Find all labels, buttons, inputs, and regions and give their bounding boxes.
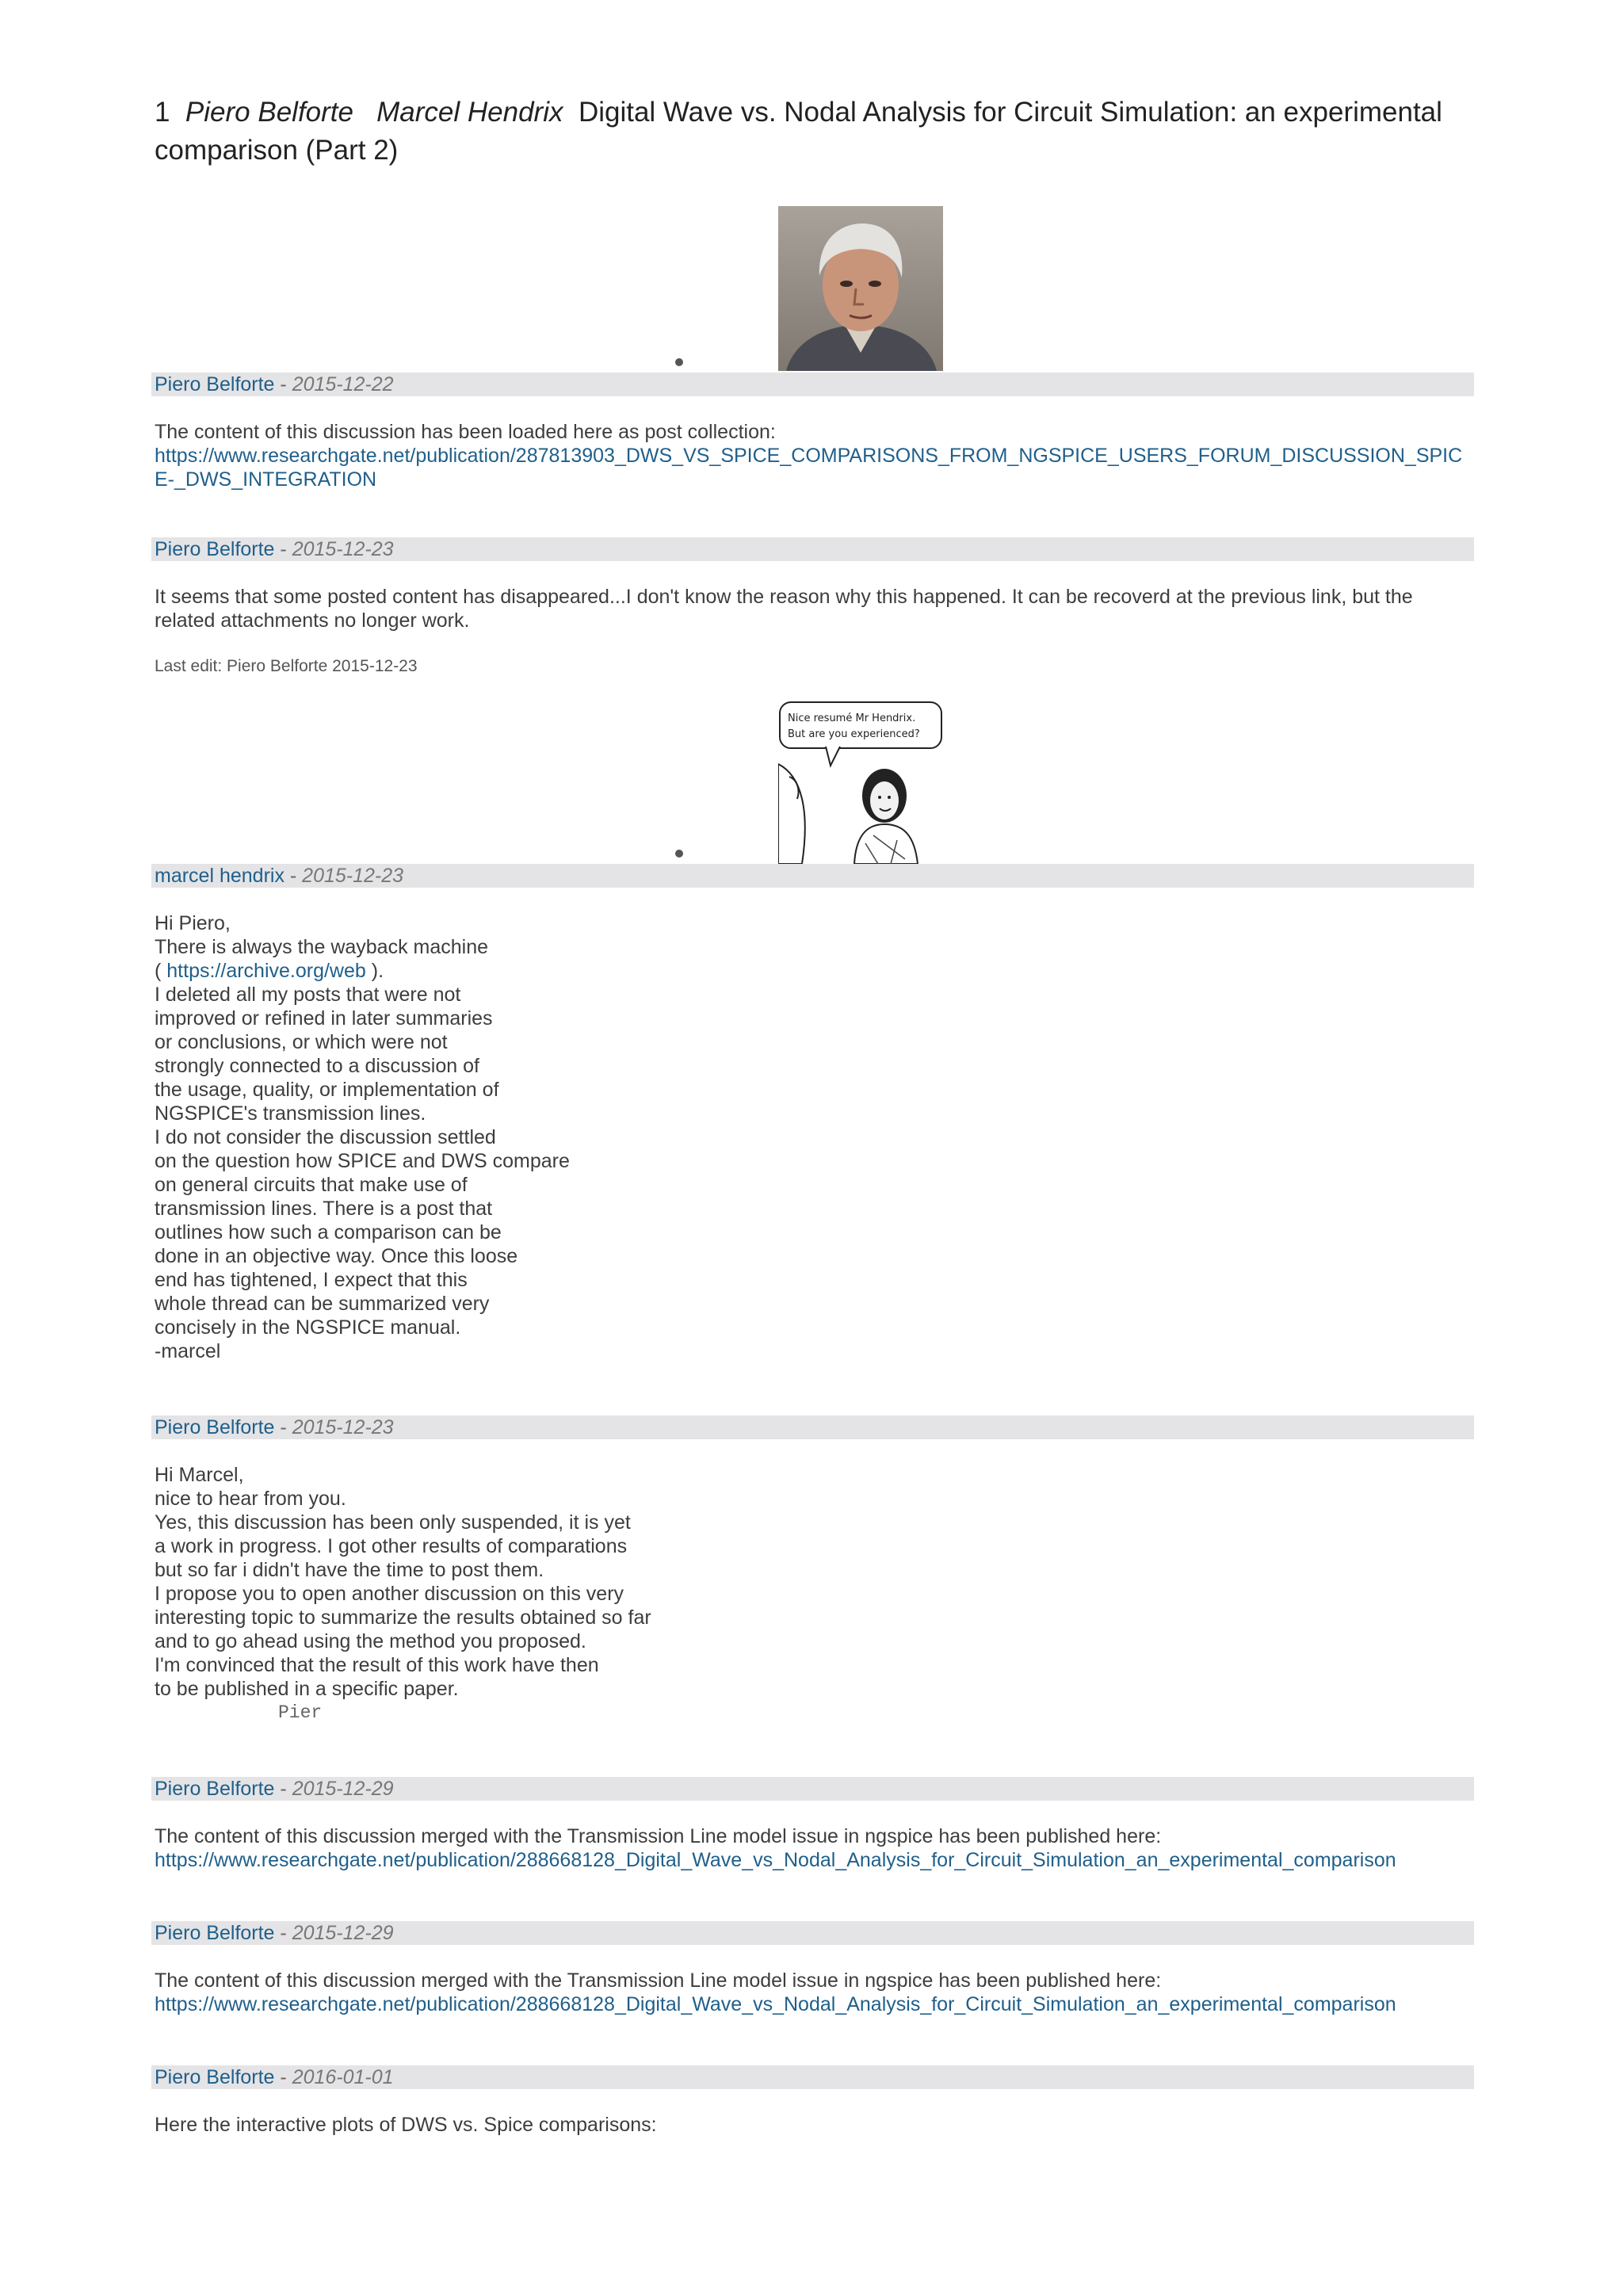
post-line: Yes, this discussion has been only suspended, it is yet	[155, 1511, 631, 1534]
post-line: interesting topic to summarize the results obtained so far	[155, 1606, 651, 1629]
post-line: -marcel	[155, 1340, 221, 1362]
post-body	[155, 2113, 1474, 2137]
avatar-row	[155, 206, 1474, 372]
post-body	[155, 1824, 1474, 1872]
post-body	[155, 911, 1474, 1363]
post-body	[155, 1969, 1474, 2016]
post	[155, 537, 1474, 678]
post	[155, 1921, 1474, 2016]
post-line: nice to hear from you.	[155, 1488, 346, 1510]
post-date: 2015-12-23	[292, 538, 394, 560]
header-separator: -	[274, 1922, 292, 1944]
post-text: It seems that some posted content has disappeared...I don't know the reason why this happened. It can be recoverd at the previous link, but the related attachments no longer work.	[155, 586, 1413, 632]
header-separator: -	[274, 373, 292, 395]
post-line: improved or refined in later summaries	[155, 1007, 493, 1030]
bullet-icon	[675, 358, 683, 366]
post-line: outlines how such a comparison can be	[155, 1221, 502, 1244]
archive-link[interactable]: https://archive.org/web	[166, 960, 366, 982]
post-text: The content of this discussion has been loaded here as post collection:	[155, 421, 776, 443]
portrait-icon	[778, 206, 943, 371]
header-separator: -	[274, 2066, 292, 2088]
post-link[interactable]: https://www.researchgate.net/publication/287813903_DWS_VS_SPICE_COMPARISONS_FROM_NGSPICE_USERS_FORUM_DISCUSSION_SPICE-_DWS_INTEGRATION	[155, 445, 1463, 491]
post-line: done in an objective way. Once this loose	[155, 1245, 518, 1267]
comic-caption-line-1: Nice resumé Mr Hendrix.	[788, 712, 916, 724]
post-body	[155, 1463, 1474, 1725]
post	[155, 1777, 1474, 1872]
post-line: I deleted all my posts that were not	[155, 984, 461, 1006]
post-line: end has tightened, I expect that this	[155, 1269, 468, 1291]
post-line: to be published in a specific paper.	[155, 1678, 459, 1700]
post-text: Here the interactive plots of DWS vs. Spice comparisons:	[155, 2114, 657, 2136]
post-line: transmission lines. There is a post that	[155, 1198, 493, 1220]
post-line: Hi Piero,	[155, 912, 231, 934]
post-line: or conclusions, or which were not	[155, 1031, 448, 1053]
header-separator: -	[284, 865, 303, 887]
header-separator: -	[274, 538, 292, 560]
post-line: a work in progress. I got other results of comparations	[155, 1535, 628, 1557]
post-text: The content of this discussion merged with the Transmission Line model issue in ngspice has been published here:	[155, 1825, 1162, 1847]
header-separator: -	[274, 1778, 292, 1800]
post-date: 2016-01-01	[292, 2066, 394, 2088]
title-number: 1	[155, 97, 170, 128]
post-author-link[interactable]: Piero Belforte	[155, 1922, 275, 1944]
document-page	[155, 94, 1474, 2137]
post-author-link[interactable]: Piero Belforte	[155, 1778, 275, 1800]
header-separator: -	[274, 1416, 292, 1438]
post-line: I propose you to open another discussion on this very	[155, 1583, 624, 1605]
post-header	[151, 2065, 1474, 2089]
post-header	[151, 1415, 1474, 1439]
title-authors: Piero Belforte Marcel Hendrix	[185, 97, 563, 128]
avatar-row	[155, 701, 1474, 864]
post-line: but so far i didn't have the time to post them.	[155, 1559, 544, 1581]
post-author-link[interactable]: Piero Belforte	[155, 538, 275, 560]
post-date: 2015-12-23	[302, 865, 404, 887]
post-line: on general circuits that make use of	[155, 1174, 468, 1196]
avatar[interactable]	[778, 701, 943, 864]
post-body	[155, 585, 1474, 678]
post-date: 2015-12-23	[292, 1416, 394, 1438]
avatar[interactable]	[778, 206, 943, 371]
post-author-link[interactable]: Piero Belforte	[155, 1416, 275, 1438]
document-title	[155, 94, 1474, 170]
post-line: concisely in the NGSPICE manual.	[155, 1316, 461, 1339]
post-line: strongly connected to a discussion of	[155, 1055, 479, 1077]
post-author-link[interactable]: Piero Belforte	[155, 2066, 275, 2088]
post-date: 2015-12-29	[292, 1778, 394, 1800]
post-line: whole thread can be summarized very	[155, 1293, 490, 1315]
post-line: NGSPICE's transmission lines.	[155, 1102, 426, 1125]
comic-caption-line-2: But are you experienced?	[788, 728, 920, 740]
post-link[interactable]: https://www.researchgate.net/publication/288668128_Digital_Wave_vs_Nodal_Analysis_for_Circuit_Simulation_an_experimental_comparison	[155, 1993, 1396, 2015]
post-line: and to go ahead using the method you proposed.	[155, 1630, 586, 1652]
title-text: Digital Wave vs. Nodal Analysis for Circuit Simulation: an experimental comparison (Part 2)	[155, 97, 1442, 166]
post-header	[151, 537, 1474, 561]
post-author-link[interactable]: Piero Belforte	[155, 373, 275, 395]
post-line: I'm convinced that the result of this work have then	[155, 1654, 599, 1676]
post-line: on the question how SPICE and DWS compare	[155, 1150, 570, 1172]
comic-icon	[778, 701, 943, 864]
post-line: There is always the wayback machine	[155, 936, 489, 958]
post-header	[151, 372, 1474, 396]
post-header	[151, 864, 1474, 888]
post-date: 2015-12-22	[292, 373, 394, 395]
bullet-icon	[675, 850, 683, 858]
post-line: Hi Marcel,	[155, 1464, 244, 1486]
post-line: I do not consider the discussion settled	[155, 1126, 496, 1148]
post-author-link[interactable]: marcel hendrix	[155, 865, 285, 887]
post-text: The content of this discussion merged with the Transmission Line model issue in ngspice has been published here:	[155, 1969, 1162, 1992]
post-body	[155, 420, 1474, 491]
post	[155, 1415, 1474, 1725]
post-header	[151, 1921, 1474, 1945]
last-edit-note: Last edit: Piero Belforte 2015-12-23	[155, 657, 418, 675]
post-date: 2015-12-29	[292, 1922, 394, 1944]
post	[155, 864, 1474, 1363]
post	[155, 372, 1474, 491]
post-header	[151, 1777, 1474, 1801]
post-signature: Pier	[278, 1702, 323, 1723]
post-line: the usage, quality, or implementation of	[155, 1079, 499, 1101]
post-link[interactable]: https://www.researchgate.net/publication/288668128_Digital_Wave_vs_Nodal_Analysis_for_Circuit_Simulation_an_experimental_comparison	[155, 1849, 1396, 1871]
post-line: ( https://archive.org/web ).	[155, 960, 384, 982]
post	[155, 2065, 1474, 2137]
